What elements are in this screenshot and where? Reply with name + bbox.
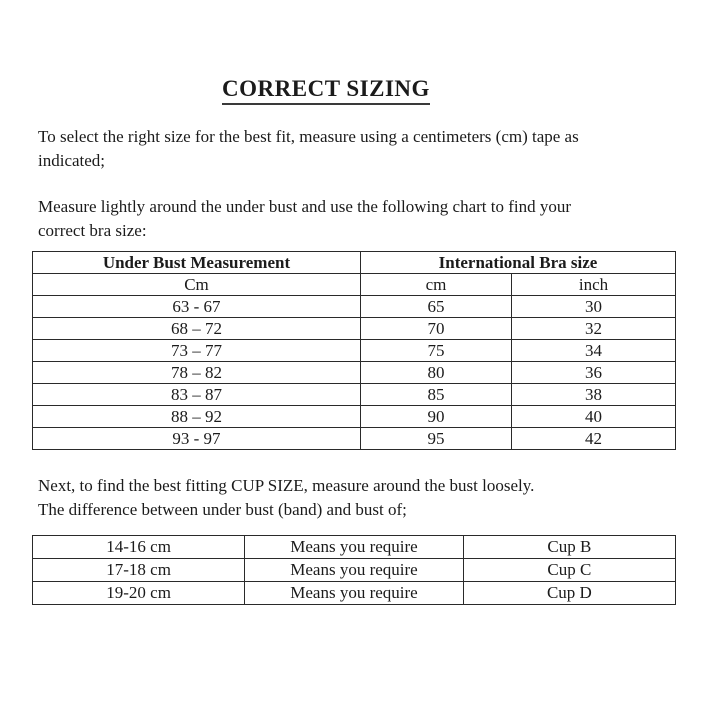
band-table-subheader-row: [33, 274, 676, 296]
band-table-header-row: [33, 252, 676, 274]
band-cm-cell: 95: [360, 428, 511, 450]
band-cm-cell: 80: [360, 362, 511, 384]
band-table-row: [33, 362, 676, 384]
band-cm-cell: 70: [360, 318, 511, 340]
band-range-cell: 68 – 72: [33, 318, 361, 340]
cup-size-table: [32, 535, 676, 605]
page-title: [0, 76, 652, 105]
cup-size-cell: Cup C: [463, 559, 675, 582]
cup-label-cell: Means you require: [245, 536, 464, 559]
band-cm-cell: 65: [360, 296, 511, 318]
band-range-cell: 78 – 82: [33, 362, 361, 384]
band-inch-cell: 36: [512, 362, 676, 384]
band-cm-cell: 75: [360, 340, 511, 362]
cup-table-row: [33, 559, 676, 582]
cup-instruction-line-1: Next, to find the best fitting CUP SIZE, measure around the bust loosely.: [38, 476, 535, 495]
band-inch-cell: 32: [512, 318, 676, 340]
cup-difference-cell: 14-16 cm: [33, 536, 245, 559]
cup-instruction-paragraph: [38, 474, 690, 522]
page-title-text: CORRECT SIZING: [222, 76, 430, 105]
band-cm-cell: 85: [360, 384, 511, 406]
band-inch-cell: 34: [512, 340, 676, 362]
cup-difference-cell: 17-18 cm: [33, 559, 245, 582]
band-table-row: [33, 428, 676, 450]
cup-difference-cell: 19-20 cm: [33, 582, 245, 605]
subheader-inch-size: inch: [512, 274, 676, 296]
intro-line-2: indicated;: [38, 151, 106, 170]
cup-size-cell: Cup B: [463, 536, 675, 559]
band-instruction-line-1: Measure lightly around the under bust and use the following chart to find your: [38, 197, 572, 216]
band-size-table: [32, 251, 676, 450]
cup-instruction-line-2: The difference between under bust (band) and bust of;: [38, 500, 407, 519]
header-under-bust-measurement: Under Bust Measurement: [33, 252, 361, 274]
band-table-row: [33, 406, 676, 428]
band-instruction-line-2: correct bra size:: [38, 221, 147, 240]
band-range-cell: 73 – 77: [33, 340, 361, 362]
band-range-cell: 93 - 97: [33, 428, 361, 450]
cup-table-row: [33, 536, 676, 559]
cup-label-cell: Means you require: [245, 582, 464, 605]
band-range-cell: 63 - 67: [33, 296, 361, 318]
cup-label-cell: Means you require: [245, 559, 464, 582]
band-instruction-paragraph: [38, 195, 690, 243]
header-international-bra-size: International Bra size: [360, 252, 675, 274]
band-inch-cell: 40: [512, 406, 676, 428]
subheader-cm-size: cm: [360, 274, 511, 296]
cup-table-row: [33, 582, 676, 605]
subheader-cm-band: Cm: [33, 274, 361, 296]
cup-size-cell: Cup D: [463, 582, 675, 605]
band-range-cell: 83 – 87: [33, 384, 361, 406]
band-range-cell: 88 – 92: [33, 406, 361, 428]
band-inch-cell: 42: [512, 428, 676, 450]
intro-line-1: To select the right size for the best fit, measure using a centimeters (cm) tape as: [38, 127, 579, 146]
intro-paragraph: [38, 125, 690, 173]
band-table-row: [33, 384, 676, 406]
band-inch-cell: 30: [512, 296, 676, 318]
band-table-row: [33, 340, 676, 362]
band-table-row: [33, 296, 676, 318]
band-inch-cell: 38: [512, 384, 676, 406]
band-table-row: [33, 318, 676, 340]
band-cm-cell: 90: [360, 406, 511, 428]
